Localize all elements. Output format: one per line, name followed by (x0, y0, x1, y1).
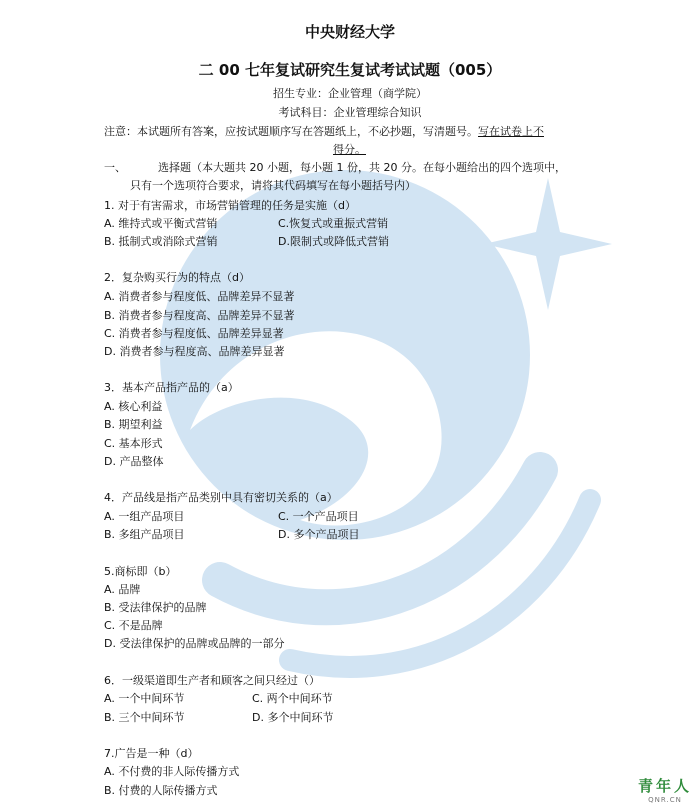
notice-text: 注意：本试题所有答案，应按试题顺序写在答题纸上，不必抄题，写清题号。 (104, 125, 478, 138)
question-stem: 2．复杂购买行为的特点（d） (104, 271, 250, 284)
section-title: 选择题（本大题共 20 小题，每小题 1 份，共 20 分。在每小题给出的四个选项中， (158, 161, 566, 174)
question-option: A. 一个中间环节 (104, 692, 185, 705)
question-option: A. 消费者参与程度低、品牌差异不显著 (104, 290, 295, 303)
question-stem: 3．基本产品指产品的（a） (104, 381, 239, 394)
question-option: D.限制式或降低式营销 (278, 235, 389, 248)
question-option: B. 多组产品项目 (104, 528, 185, 541)
question-option: D. 受法律保护的品牌或品牌的一部分 (104, 637, 285, 650)
question-option: D. 产品整体 (104, 455, 164, 468)
notice-underlined: 写在试卷上不 (478, 125, 544, 138)
exam-title: 二 00 七年复试研究生复试考试试题（005） (198, 61, 502, 79)
question-option: C. 消费者参与程度低、品牌差异显著 (104, 327, 284, 340)
notice-continued: 得分。 (333, 143, 366, 156)
site-watermark-url: QNR.CN (648, 796, 682, 804)
question-stem: 5.商标即（b） (104, 565, 177, 578)
section-number: 一、 (104, 161, 126, 174)
question-option: B. 付费的人际传播方式 (104, 784, 218, 797)
question-option: C. 两个中间环节 (252, 692, 333, 705)
question-option: A. 一组产品项目 (104, 510, 185, 523)
question-stem: 6．一级渠道即生产者和顾客之间只经过（） (104, 674, 320, 687)
question-option: C. 一个产品项目 (278, 510, 359, 523)
question-option: D. 多个中间环节 (252, 711, 334, 724)
question-option: B. 抵制式或消除式营销 (104, 235, 218, 248)
question-option: B. 受法律保护的品牌 (104, 601, 207, 614)
question-option: B. 期望利益 (104, 418, 163, 431)
question-stem: 7.广告是一种（d） (104, 747, 199, 760)
question-option: C.恢复式或重振式营销 (278, 217, 389, 230)
question-option: A. 品牌 (104, 583, 141, 596)
site-watermark-logo (638, 775, 692, 804)
question-stem: 4．产品线是指产品类别中具有密切关系的（a） (104, 491, 338, 504)
site-watermark-name: 青年人 (637, 777, 692, 795)
question-stem: 1. 对于有害需求，市场营销管理的任务是实施（d） (104, 199, 356, 212)
question-option: B. 三个中间环节 (104, 711, 185, 724)
question-option: B. 消费者参与程度高、品牌差异不显著 (104, 309, 295, 322)
subject-line: 考试科目：企业管理综合知识 (278, 106, 422, 119)
question-option: C. 基本形式 (104, 437, 163, 450)
university-title: 中央财经大学 (304, 23, 395, 41)
question-option: D. 消费者参与程度高、品牌差异显著 (104, 345, 285, 358)
question-option: C. 不是品牌 (104, 619, 163, 632)
section-title-cont: 只有一个选项符合要求，请将其代码填写在每小题括号内） (130, 179, 416, 192)
notice-line (104, 125, 544, 139)
question-option: A. 维持式或平衡式营销 (104, 217, 218, 230)
question-option: A. 不付费的非人际传播方式 (104, 765, 240, 778)
major-line: 招生专业：企业管理（商学院） (273, 87, 427, 100)
question-option: D. 多个产品项目 (278, 528, 360, 541)
question-option: A. 核心利益 (104, 400, 163, 413)
